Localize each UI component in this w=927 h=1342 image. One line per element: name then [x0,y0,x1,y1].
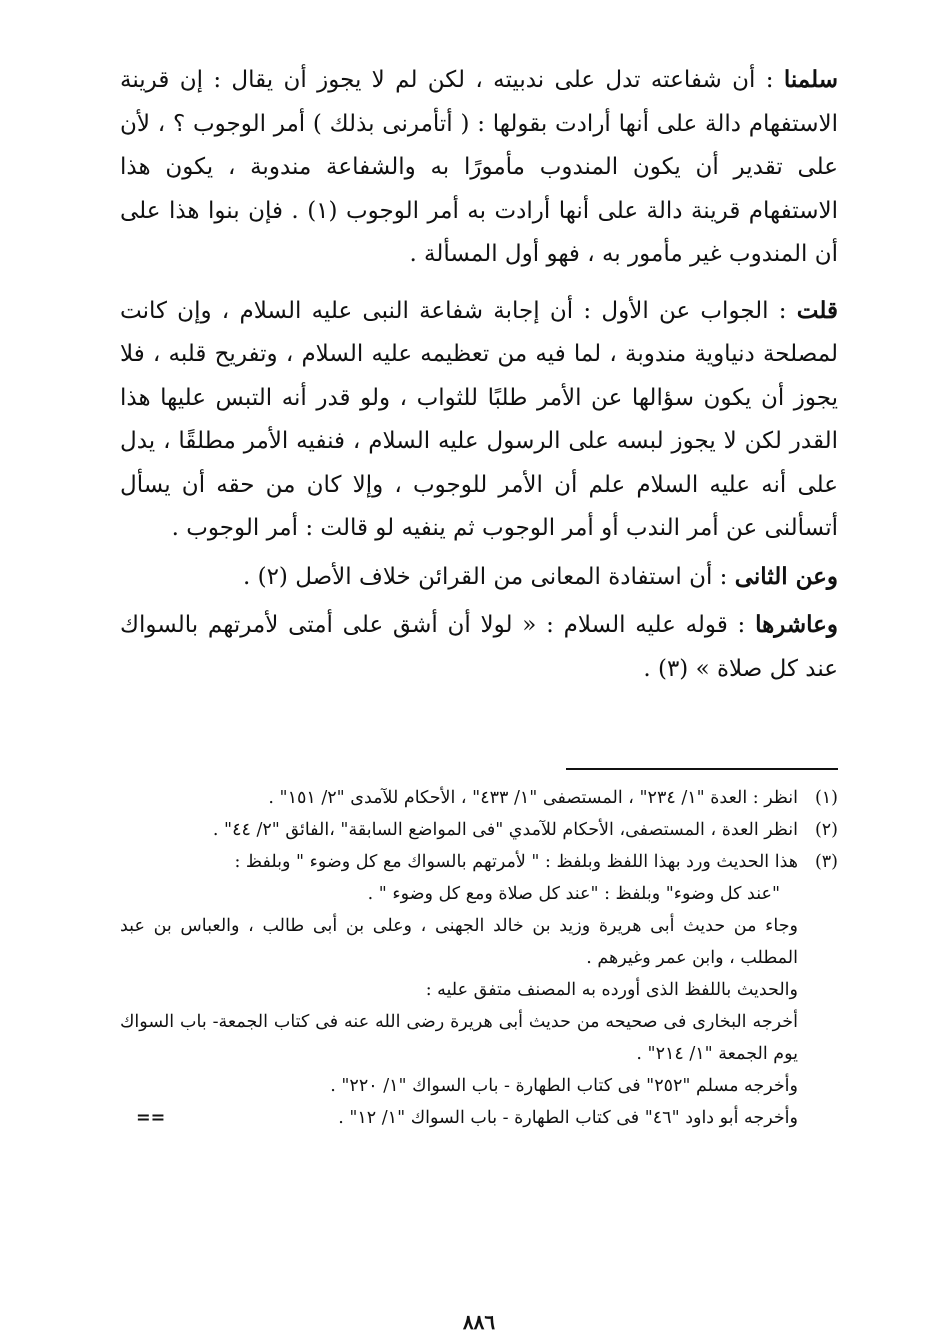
paragraph-3 [120,555,838,600]
page-number: ٨٨٦ [462,1310,496,1334]
paragraph-4-lead: وعاشرها [755,611,838,638]
paragraph-1-text: : أن شفاعته تدل على ندبيته ، لكن لم لا يجوز أن يقال : إن قرينة الاستفهام دالة على أنها أرادت بقولها : ( أتأمرنى بذلك ) أمر الوجوب ؟ ، لأن على تقدير أن يكون المندوب مأمورًا به والشفاعة مندوبة ، يكون هذا الاستفهام قرينة دالة على أنها أرادت به أمر الوجوب (١) . فإن بنوا هذا على أن المندوب غير مأمور به ، فهو أول المسألة . [120,67,838,267]
paragraph-2-lead: قلت [796,296,838,324]
footnote-3-line-3: وجاء من حديث أبى هريرة وزيد بن خالد الجهنى ، وعلى بن أبى طالب ، والعباس بن عبد المطلب ، وابن عمر وغيرهم . [120,916,798,968]
document-page [120,58,838,1334]
paragraph-2 [120,289,838,551]
footnote-3-line-5: أخرجه البخارى فى صحيحه من حديث أبى هريرة رضى الله عنه فى كتاب الجمعة- باب السواك يوم الجمعة "١/ ٢١٤" . [120,1012,798,1064]
paragraph-3-lead: وعن الثانى [734,562,838,590]
footnote-3-line-1: هذا الحديث ورد بهذا اللفظ وبلفظ : " لأمرتهم بالسواك مع كل وضوء " وبلفظ : [234,852,798,872]
footnote-separator [566,768,838,770]
footnote-3-number: (٣) [814,852,838,872]
footnote-2 [120,814,838,846]
footnote-3-line-4: والحديث باللفظ الذى أورده به المصنف متفق عليه : [425,980,798,1000]
footnote-1-text: انظر : العدة "١/ ٢٣٤" ، المستصفى "١/ ٤٣٣" ، الأحكام للآمدى "٢/ ١٥١" . [268,788,798,808]
footnote-2-text: انظر العدة ، المستصفى، الأحكام للآمدي "فى المواضع السابقة" ،الفائق "٢/ ٤٤" . [212,820,798,840]
paragraph-3-text: : أن استفادة المعانى من القرائن خلاف الأصل (٢) . [242,563,728,590]
footnote-continuation-mark: == [136,1108,166,1128]
footnotes-section [120,782,838,1134]
footnote-3-line-6: وأخرجه مسلم "٢٥٢" فى كتاب الطهارة - باب السواك "١/ ٢٢٠" . [330,1076,798,1096]
footnote-3-line-2: "عند كل وضوء" وبلفظ : "عند كل صلاة ومع كل وضوء " . [367,884,780,904]
paragraph-4-text: : قوله عليه السلام : « لولا أن أشق على أمتى لأمرتهم بالسواك عند كل صلاة » (٣) . [120,612,838,682]
footnote-2-number: (٢) [814,820,838,840]
paragraph-gap [120,281,838,289]
paragraph-1 [120,58,838,277]
paragraph-1-lead: سلمنا [783,66,838,93]
footnote-3 [120,846,838,1134]
footnote-1 [120,782,838,814]
footnote-1-number: (١) [814,788,838,808]
paragraph-2-text: : الجواب عن الأول : أن إجابة شفاعة النبى عليه السلام ، وإن كانت لمصلحة دنياوية مندوبة ، لما فيه من تعظيمه عليه السلام ، وتفريح قلبه ، فلا يجوز أن يكون سؤالها عن الأمر طلبًا للثواب ، ولو قدر أنه التبس عليها هذا القدر لكن لا يجوز لبسه على الرسول عليه السلام ، فنفيه الأمر مطلقًا ، يدل على أنه عليه السلام علم أن الأمر للوجوب ، وإلا كان من حقه أن يسأل أتسألنى عن أمر الندب أو أمر الوجوب ثم ينفيه لو قالت : أمر الوجوب . [120,297,838,541]
footnote-3-line-7: وأخرجه أبو داود "٤٦" فى كتاب الطهارة - باب السواك "١/ ١٢" . [338,1108,798,1128]
paragraph-4 [120,603,838,691]
